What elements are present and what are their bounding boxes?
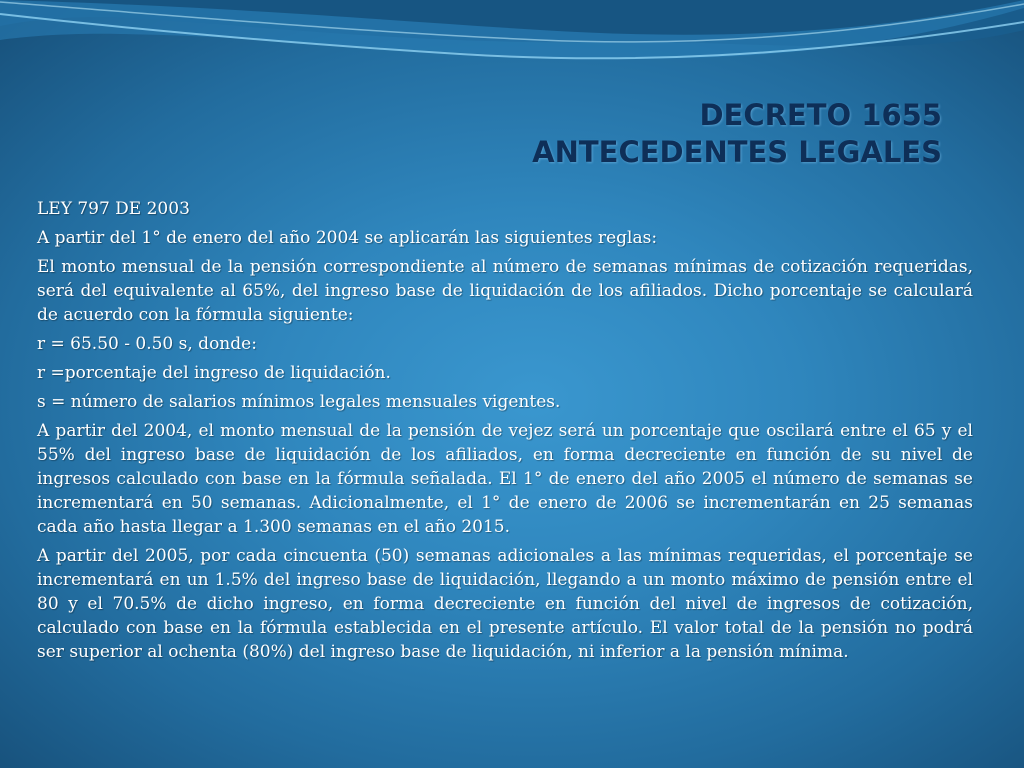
slide-body	[37, 197, 973, 669]
formula-definition-s: s = número de salarios mínimos legales mensuales vigentes.	[37, 392, 561, 412]
paragraph-2005-rules: A partir del 2005, por cada cincuenta (50) semanas adicionales a las mínimas requeridas, el porcentaje se incrementará en un 1.5% del ingreso base de liquidación, llegando a un monto máximo de pensión entre el 80 y el 70.5% de dicho ingreso, en forma decreciente en función del nivel de ingresos de cotización, calculado con base en la fórmula establecida en el presente artículo. El valor total de la pensión no podrá ser superior al ochenta (80%) del ingreso base de liquidación, ni inferior a la pensión mínima.	[37, 546, 973, 662]
formula-definition-r: r =porcentaje del ingreso de liquidación.	[37, 363, 391, 383]
title-line-1: DECRETO 1655	[699, 98, 942, 132]
paragraph-2004-rules: A partir del 2004, el monto mensual de la pensión de vejez será un porcentaje que oscilará entre el 65 y el 55% del ingreso base de liquidación de los afiliados, en forma decreciente en función de su nivel de ingresos calculado con base en la fórmula señalada. El 1° de enero del año 2005 el número de semanas se incrementará en 50 semanas. Adicionalmente, el 1° de enero de 2006 se incrementarán en 25 semanas cada año hasta llegar a 1.300 semanas en el año 2015.	[37, 421, 973, 537]
paragraph-monthly-amount: El monto mensual de la pensión correspondiente al número de semanas mínimas de cotización requeridas, será del equivalente al 65%, del ingreso base de liquidación de los afiliados. Dicho porcentaje se calculará de acuerdo con la fórmula siguiente:	[37, 257, 973, 325]
paragraph-rules-intro: A partir del 1° de enero del año 2004 se aplicarán las siguientes reglas:	[37, 228, 658, 248]
title-line-2: ANTECEDENTES LEGALES	[532, 135, 942, 169]
formula-line: r = 65.50 - 0.50 s, donde:	[37, 334, 257, 354]
decorative-waves	[0, 0, 1024, 110]
slide-title	[242, 97, 942, 171]
law-heading: LEY 797 DE 2003	[37, 199, 190, 219]
